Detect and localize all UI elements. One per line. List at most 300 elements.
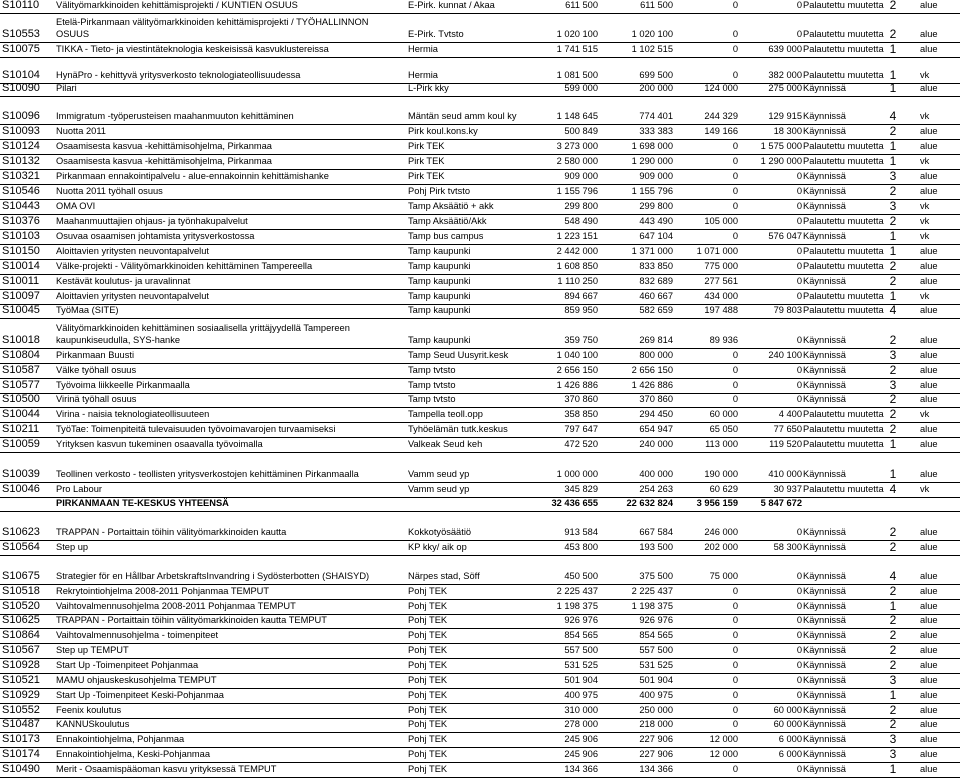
table-row: [0, 497, 960, 512]
row-budget-private: 0: [796, 335, 802, 345]
row-status: Käynnissä: [803, 83, 846, 93]
row-org: Pohj TEK: [408, 630, 448, 640]
row-budget-private: 79 803: [773, 305, 802, 315]
row-code: S10014: [2, 260, 40, 272]
table-row: [0, 438, 960, 453]
row-budget-total: 32 436 655: [551, 498, 598, 508]
row-org: Tamp kaupunki: [408, 305, 471, 315]
table-row: [0, 748, 960, 763]
table-row: [0, 570, 960, 585]
row-budget-private: 0: [796, 29, 802, 39]
row-budget-public: 1 426 886: [631, 380, 673, 390]
row-code: S10553: [2, 28, 40, 40]
row-budget-total: 370 860: [564, 394, 598, 404]
row-priority: 1: [889, 437, 897, 451]
row-budget-total: 134 366: [564, 764, 598, 774]
row-budget-private: 0: [796, 690, 802, 700]
row-status: Käynnissä: [803, 365, 846, 375]
row-type: alue: [920, 734, 938, 744]
row-org: Vamm seud yp: [408, 484, 470, 494]
row-budget-municipal: 0: [732, 601, 738, 611]
row-name: TyöMaa (SITE): [56, 305, 119, 315]
row-code: S10097: [2, 290, 40, 302]
row-code: S10587: [2, 364, 40, 376]
row-status: Käynnissä: [803, 201, 846, 211]
table-row: [0, 81, 960, 97]
row-budget-public: 1 020 100: [631, 29, 673, 39]
row-type: vk: [920, 484, 930, 494]
table-row: [0, 304, 960, 319]
row-budget-total: 359 750: [564, 335, 598, 345]
row-budget-municipal: 0: [732, 0, 738, 10]
row-budget-total: 299 800: [564, 201, 598, 211]
row-budget-private: 0: [796, 394, 802, 404]
row-budget-total: 1 081 500: [556, 70, 598, 80]
row-status: Käynnissä: [803, 276, 846, 286]
row-type: alue: [920, 645, 938, 655]
row-type: alue: [920, 630, 938, 640]
row-name: Ennakointiohjelma, Pohjanmaa: [56, 734, 185, 744]
row-priority: 2: [889, 259, 897, 273]
row-org: Pohj TEK: [408, 675, 448, 685]
row-org: Pohj TEK: [408, 749, 448, 759]
row-type: alue: [920, 542, 938, 552]
row-budget-private: 18 300: [773, 126, 802, 136]
row-org: Pirk TEK: [408, 156, 445, 166]
row-code: S10552: [2, 704, 40, 716]
row-budget-total: 1 020 100: [556, 29, 598, 39]
row-type: alue: [920, 527, 938, 537]
table-row: [0, 42, 960, 58]
row-budget-private: 0: [796, 630, 802, 640]
row-budget-total: 245 906: [564, 749, 598, 759]
row-name: OMA OVI: [56, 201, 96, 211]
row-budget-public: 254 263: [639, 484, 673, 494]
row-type: alue: [920, 186, 938, 196]
row-priority: 2: [889, 214, 897, 228]
row-org: Hermia: [408, 44, 438, 54]
row-budget-municipal: 0: [732, 29, 738, 39]
table-row: [0, 704, 960, 719]
row-budget-municipal: 434 000: [704, 291, 738, 301]
row-budget-total: 909 000: [564, 171, 598, 181]
row-name: Etelä-Pirkanmaan välityömarkkinoiden kehittämisprojekti / TYÖHALLINNON OSUUS: [56, 17, 369, 39]
row-code: S10046: [2, 483, 40, 495]
row-priority: 2: [889, 392, 897, 406]
row-budget-public: 1 155 796: [631, 186, 673, 196]
row-budget-public: 2 656 150: [631, 365, 673, 375]
row-status: Palautettu muutetta: [803, 305, 884, 315]
row-budget-public: 460 667: [639, 291, 673, 301]
row-budget-public: 557 500: [639, 645, 673, 655]
row-org: Pohj TEK: [408, 764, 448, 774]
row-budget-public: 800 000: [639, 350, 673, 360]
row-budget-total: 926 976: [564, 615, 598, 625]
row-priority: 3: [889, 348, 897, 362]
row-budget-municipal: 75 000: [709, 571, 738, 581]
row-budget-private: 6 000: [778, 749, 802, 759]
row-budget-private: 0: [796, 380, 802, 390]
row-code: S10518: [2, 585, 40, 597]
row-org: Närpes stad, Söff: [408, 571, 480, 581]
row-budget-private: 4 400: [778, 409, 802, 419]
table-row: [0, 763, 960, 778]
row-status: Käynnissä: [803, 615, 846, 625]
row-budget-public: 400 000: [639, 469, 673, 479]
table-row: [0, 718, 960, 733]
row-status: Palautettu muutetta: [803, 44, 884, 54]
row-budget-total: 358 850: [564, 409, 598, 419]
row-budget-municipal: 246 000: [704, 527, 738, 537]
row-name: Välke työhall osuus: [56, 365, 137, 375]
row-status: Palautettu muutetta: [803, 439, 884, 449]
row-budget-total: 1 223 151: [556, 231, 598, 241]
row-budget-total: 3 273 000: [556, 141, 598, 151]
row-status: Palautettu muutetta: [803, 409, 884, 419]
row-org: Pohj TEK: [408, 601, 448, 611]
row-budget-private: 576 047: [768, 231, 802, 241]
row-code: S10150: [2, 245, 40, 257]
row-budget-total: 1 155 796: [556, 186, 598, 196]
row-code: S10011: [2, 275, 40, 287]
row-type: alue: [920, 0, 938, 10]
row-budget-municipal: 89 936: [709, 335, 738, 345]
table-row: [0, 644, 960, 659]
row-priority: 2: [889, 184, 897, 198]
row-status: Palautettu muutetta: [803, 29, 884, 39]
row-priority: 2: [889, 703, 897, 717]
row-status: Käynnissä: [803, 126, 846, 136]
row-priority: 3: [889, 199, 897, 213]
row-code: S10103: [2, 230, 40, 242]
row-code: S10487: [2, 718, 40, 730]
row-type: alue: [920, 141, 938, 151]
row-code: S10093: [2, 125, 40, 137]
row-type: alue: [920, 469, 938, 479]
row-name: Osaamisesta kasvua -kehittämisohjelma, Pirkanmaa: [56, 141, 272, 151]
row-budget-municipal: 0: [732, 186, 738, 196]
row-budget-total: 1 000 000: [556, 469, 598, 479]
row-name: KANNUSkoulutus: [56, 719, 130, 729]
row-name: Start Up -Toimenpiteet Pohjanmaa: [56, 660, 199, 670]
row-code: S10075: [2, 43, 40, 55]
row-code: S10173: [2, 733, 40, 745]
row-type: alue: [920, 305, 938, 315]
row-name: Aloittavien yritysten neuvontapalvelut: [56, 246, 209, 256]
row-budget-municipal: 60 629: [709, 484, 738, 494]
row-budget-total: 1 040 100: [556, 350, 598, 360]
row-budget-public: 909 000: [639, 171, 673, 181]
row-budget-public: 1 698 000: [631, 141, 673, 151]
row-name: HynäPro - kehittyvä yritysverkosto teknologiateollisuudessa: [56, 70, 301, 80]
row-priority: 2: [889, 525, 897, 539]
row-priority: 3: [889, 169, 897, 183]
row-code: S10045: [2, 304, 40, 316]
row-budget-municipal: 149 166: [704, 126, 738, 136]
row-budget-private: 0: [796, 660, 802, 670]
row-status: Palautettu muutetta: [803, 484, 884, 494]
row-name: Kestävät koulutus- ja uravalinnat: [56, 276, 191, 286]
row-code: S10804: [2, 349, 40, 361]
table-row: [0, 526, 960, 541]
row-type: vk: [920, 111, 930, 121]
row-budget-public: 531 525: [639, 660, 673, 670]
table-row: [0, 614, 960, 629]
row-budget-public: 1 102 515: [631, 44, 673, 54]
row-budget-public: 134 366: [639, 764, 673, 774]
table-row: [0, 674, 960, 689]
row-budget-private: 60 000: [773, 705, 802, 715]
table-row: [0, 200, 960, 215]
row-budget-municipal: 190 000: [704, 469, 738, 479]
row-type: alue: [920, 335, 938, 345]
table-row: [0, 59, 960, 84]
row-priority: 4: [889, 109, 897, 123]
row-status: Käynnissä: [803, 527, 846, 537]
row-budget-total: 854 565: [564, 630, 598, 640]
row-budget-private: 0: [796, 216, 802, 226]
row-code: S10096: [2, 110, 40, 122]
row-name: Työvoima liikkeelle Pirkanmaalla: [56, 380, 190, 390]
row-budget-private: 1 575 000: [760, 141, 802, 151]
row-budget-total: 2 442 000: [556, 246, 598, 256]
row-priority: 1: [889, 467, 897, 481]
table-row: [0, 379, 960, 394]
row-priority: 1: [889, 762, 897, 776]
row-org: Tamp tvtsto: [408, 394, 456, 404]
row-status: Käynnissä: [803, 335, 846, 345]
row-org: Pohj TEK: [408, 586, 448, 596]
row-budget-municipal: 0: [732, 586, 738, 596]
table-row: [0, 585, 960, 600]
row-budget-public: 22 632 824: [626, 498, 673, 508]
row-name: TRAPPAN - Portaittain töihin välityömarkkinoiden kautta: [56, 527, 287, 537]
row-org: E-Pirk. kunnat / Akaa: [408, 0, 495, 10]
row-type: alue: [920, 601, 938, 611]
row-priority: 2: [889, 717, 897, 731]
row-type: alue: [920, 261, 938, 271]
row-org: Kokkotyösäätiö: [408, 527, 472, 537]
row-budget-total: 1 426 886: [556, 380, 598, 390]
row-budget-total: 450 500: [564, 571, 598, 581]
row-budget-private: 0: [796, 365, 802, 375]
row-status: Palautettu muutetta: [803, 70, 884, 80]
table-row: [0, 245, 960, 260]
row-budget-private: 639 000: [768, 44, 802, 54]
row-code: S10039: [2, 468, 40, 480]
row-name: Pilari: [56, 83, 77, 93]
table-row: [0, 541, 960, 556]
row-budget-total: 2 580 000: [556, 156, 598, 166]
row-budget-public: 1 198 375: [631, 601, 673, 611]
row-code: S10174: [2, 748, 40, 760]
row-name: TIKKA - Tieto- ja viestintäteknologia keskeisissä kasvuklustereissa: [56, 44, 329, 54]
table-row: [0, 170, 960, 185]
row-budget-public: 926 976: [639, 615, 673, 625]
row-type: alue: [920, 394, 938, 404]
table-row: [0, 408, 960, 423]
row-budget-private: 5 847 672: [760, 498, 802, 508]
row-name: Strategier för en Hållbar ArbetskraftsInvandring i Sydösterbotten (SHAISYD): [56, 571, 370, 581]
row-type: alue: [920, 615, 938, 625]
row-budget-municipal: 0: [732, 615, 738, 625]
row-priority: 1: [889, 42, 897, 56]
row-code: S10546: [2, 185, 40, 197]
table-row: [0, 319, 960, 349]
row-status: Palautettu muutetta: [803, 291, 884, 301]
row-code: S10110: [2, 0, 40, 11]
table-row: [0, 215, 960, 230]
row-code: S10059: [2, 438, 40, 450]
row-org: Pohj TEK: [408, 645, 448, 655]
row-code: S10567: [2, 644, 40, 656]
row-code: S10929: [2, 689, 40, 701]
row-budget-public: 1 290 000: [631, 156, 673, 166]
row-org: Pirk TEK: [408, 171, 445, 181]
row-priority: 1: [889, 289, 897, 303]
row-code: S10044: [2, 408, 40, 420]
row-budget-public: 832 689: [639, 276, 673, 286]
row-budget-municipal: 0: [732, 44, 738, 54]
row-status: Käynnissä: [803, 601, 846, 611]
row-type: vk: [920, 201, 930, 211]
row-budget-private: 0: [796, 186, 802, 196]
row-code: S10490: [2, 763, 40, 775]
row-status: Käynnissä: [803, 394, 846, 404]
row-budget-total: 453 800: [564, 542, 598, 552]
row-budget-private: 1 290 000: [760, 156, 802, 166]
row-budget-municipal: 0: [732, 690, 738, 700]
row-budget-private: 275 000: [768, 83, 802, 93]
row-priority: 1: [889, 154, 897, 168]
row-code: S10625: [2, 614, 40, 626]
row-org: Pirk TEK: [408, 141, 445, 151]
row-type: alue: [920, 365, 938, 375]
row-priority: 1: [889, 81, 897, 95]
row-budget-total: 913 584: [564, 527, 598, 537]
row-code: S10443: [2, 200, 40, 212]
row-status: Käynnissä: [803, 171, 846, 181]
row-org: Tamp Aksäätiö + akk: [408, 201, 494, 211]
row-name: Step up: [56, 542, 89, 552]
row-budget-public: 193 500: [639, 542, 673, 552]
row-name: Maahanmuuttajien ohjaus- ja työnhakupalvelut: [56, 216, 248, 226]
row-status: Käynnissä: [803, 719, 846, 729]
row-budget-public: 400 975: [639, 690, 673, 700]
row-type: alue: [920, 439, 938, 449]
row-budget-total: 599 000: [564, 83, 598, 93]
row-budget-public: 1 371 000: [631, 246, 673, 256]
row-status: Palautettu muutetta: [803, 216, 884, 226]
row-type: alue: [920, 690, 938, 700]
row-budget-public: 774 401: [639, 111, 673, 121]
table-row: [0, 689, 960, 704]
row-org: Pohj TEK: [408, 615, 448, 625]
row-org: Tamp Aksäätiö/Akk: [408, 216, 487, 226]
row-budget-municipal: 0: [732, 705, 738, 715]
row-org: E-Pirk. Tvtsto: [408, 29, 464, 39]
row-status: Käynnissä: [803, 660, 846, 670]
row-name: Ennakointiohjelma, Keski-Pohjanmaa: [56, 749, 211, 759]
row-status: Käynnissä: [803, 705, 846, 715]
row-code: S10564: [2, 541, 40, 553]
row-budget-private: 410 000: [768, 469, 802, 479]
row-status: Käynnissä: [803, 630, 846, 640]
row-budget-private: 0: [796, 601, 802, 611]
row-budget-municipal: 12 000: [709, 734, 738, 744]
row-priority: 2: [889, 363, 897, 377]
row-status: Palautettu muutetta: [803, 0, 884, 10]
row-priority: 1: [889, 229, 897, 243]
row-budget-municipal: 0: [732, 630, 738, 640]
row-budget-municipal: 0: [732, 350, 738, 360]
row-budget-private: 30 937: [773, 484, 802, 494]
table-row: [0, 0, 960, 14]
row-priority: 4: [889, 482, 897, 496]
row-name: Välityömarkkinoiden kehittäminen sosiaalisella yrittäjyydellä Tampereen kaupunkiseudulla, SYS-hanke: [56, 323, 350, 345]
row-budget-total: 611 500: [565, 0, 598, 10]
row-budget-municipal: 0: [732, 675, 738, 685]
row-name: Aloittavien yritysten neuvontapalvelut: [56, 291, 209, 301]
row-budget-public: 699 500: [639, 70, 673, 80]
row-type: alue: [920, 705, 938, 715]
row-type: alue: [920, 749, 938, 759]
row-budget-total: 400 975: [564, 690, 598, 700]
row-budget-private: 58 300: [773, 542, 802, 552]
row-budget-total: 1 741 515: [556, 44, 598, 54]
row-name: PIRKANMAAN TE-KESKUS YHTEENSÄ: [56, 498, 229, 508]
row-name: Osaamisesta kasvua -kehittämisohjelma, Pirkanmaa: [56, 156, 272, 166]
row-budget-municipal: 105 000: [704, 216, 738, 226]
row-budget-private: 0: [796, 675, 802, 685]
row-budget-public: 370 860: [639, 394, 673, 404]
row-budget-public: 294 450: [639, 409, 673, 419]
row-priority: 2: [889, 643, 897, 657]
row-status: Käynnissä: [803, 586, 846, 596]
row-budget-municipal: 113 000: [705, 439, 738, 449]
row-org: Valkeak Seud keh: [408, 439, 483, 449]
table-row: [0, 659, 960, 674]
row-status: Käynnissä: [803, 231, 846, 241]
table-row: [0, 155, 960, 170]
row-status: Palautettu muutetta: [803, 261, 884, 271]
row-priority: 2: [889, 27, 897, 41]
table-row: [0, 290, 960, 305]
row-org: Pohj TEK: [408, 719, 448, 729]
row-budget-private: 0: [796, 527, 802, 537]
row-priority: 1: [889, 688, 897, 702]
row-budget-municipal: 277 561: [704, 276, 738, 286]
row-code: S10376: [2, 215, 40, 227]
row-type: vk: [920, 409, 930, 419]
row-budget-public: 240 000: [639, 439, 673, 449]
row-code: S10928: [2, 659, 40, 671]
table-row: [0, 364, 960, 379]
row-budget-total: 472 520: [564, 439, 598, 449]
row-budget-total: 1 148 645: [556, 111, 598, 121]
row-budget-public: 269 814: [639, 335, 673, 345]
row-name: Vaihtovalmennusohjelma - toimenpiteet: [56, 630, 219, 640]
row-org: Mäntän seud amm koul ky: [408, 111, 517, 121]
row-budget-private: 60 000: [773, 719, 802, 729]
row-code: S10500: [2, 393, 40, 405]
row-budget-municipal: 202 000: [704, 542, 738, 552]
table-row: [0, 600, 960, 615]
row-budget-public: 443 490: [639, 216, 673, 226]
row-name: Välityömarkkinoiden kehittämisprojekti / KUNTIEN OSUUS: [56, 0, 298, 10]
table-row: [0, 629, 960, 644]
row-name: Step up TEMPUT: [56, 645, 129, 655]
